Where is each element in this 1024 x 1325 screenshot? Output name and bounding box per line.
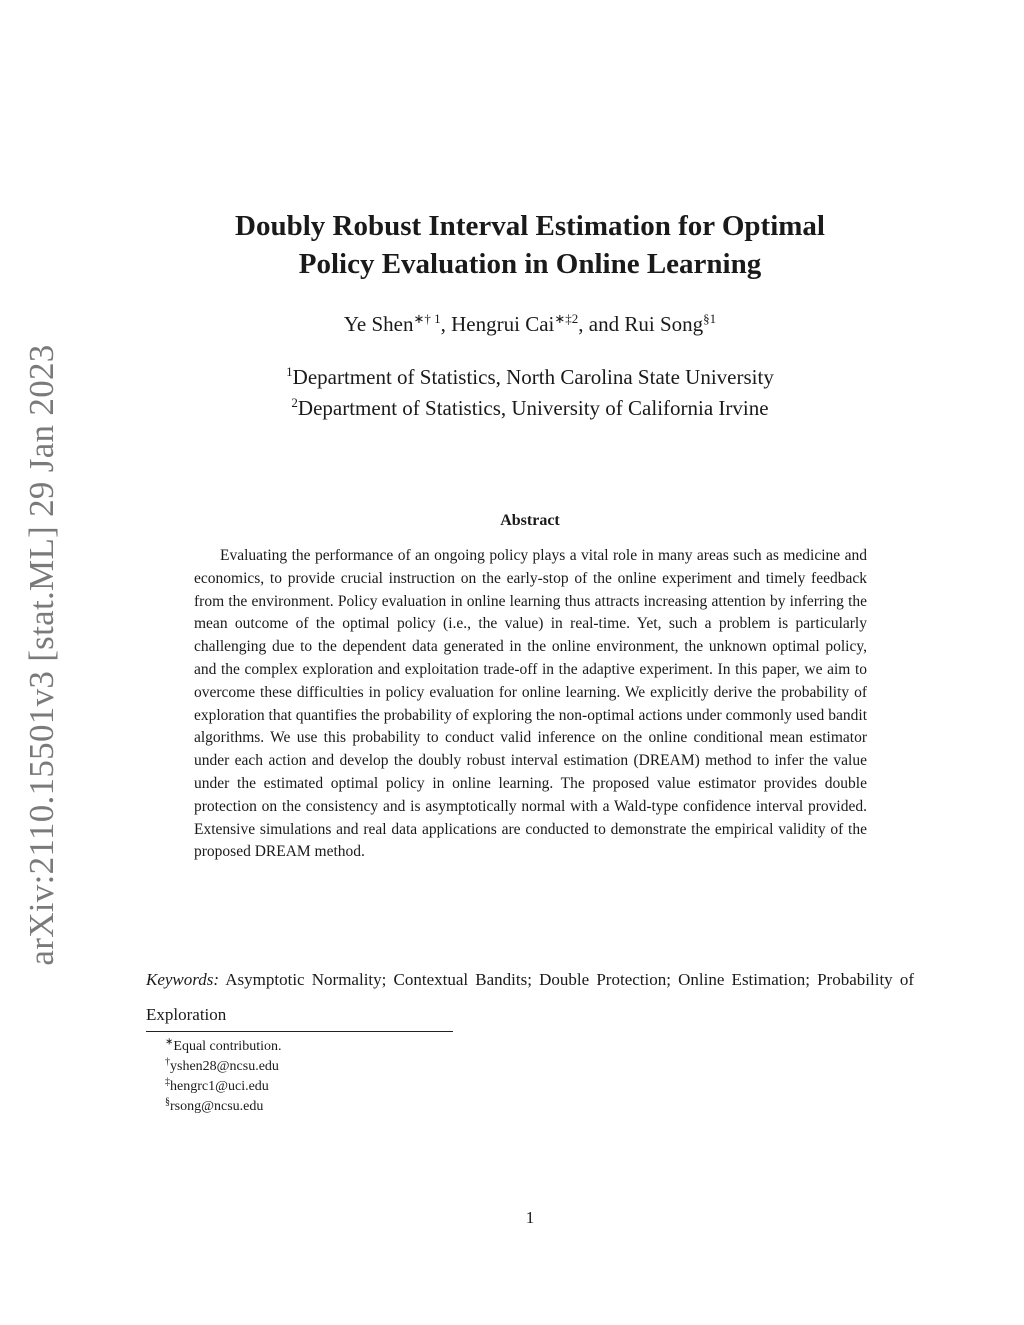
title-line-1: Doubly Robust Interval Estimation for Optimal bbox=[235, 210, 825, 242]
abstract-heading: Abstract bbox=[500, 512, 560, 529]
author-marks: §1 bbox=[703, 311, 717, 326]
affiliation-text: Department of Statistics, University of California Irvine bbox=[297, 396, 769, 420]
footnote-mark: † bbox=[165, 1056, 170, 1068]
title-line-2: Policy Evaluation in Online Learning bbox=[298, 248, 762, 280]
paper-title bbox=[150, 207, 910, 283]
footnote-list bbox=[165, 1037, 281, 1117]
footnote-text: Equal contribution. bbox=[173, 1039, 282, 1054]
footnote-mark: ‡ bbox=[165, 1076, 170, 1088]
author-name: Rui Song bbox=[624, 312, 704, 336]
footnote bbox=[165, 1077, 281, 1097]
affiliation bbox=[150, 393, 910, 424]
affiliation-list bbox=[150, 362, 910, 424]
footnote bbox=[165, 1037, 281, 1057]
author-marks: ∗† 1 bbox=[413, 311, 441, 326]
author-list bbox=[150, 312, 910, 337]
footnote-mark: ∗ bbox=[165, 1036, 174, 1048]
footnote-text: yshen28@ncsu.edu bbox=[170, 1059, 279, 1074]
author-separator: , and bbox=[578, 312, 625, 336]
affiliation bbox=[150, 362, 910, 393]
abstract-body: Evaluating the performance of an ongoing policy plays a vital role in many areas such as medicine and economics, to provide crucial instruction on the early-stop of the online experiment and timely feedback from the environment. Policy evaluation in online learning thus attracts increasing attention by inferring the mean outcome of the optimal policy (i.e., the value) in real-time. Yet, such a problem is particularly challenging due to the dependent data generated in the online environment, the unknown optimal policy, and the complex exploration and exploitation trade-off in the adaptive experiment. In this paper, we aim to overcome these difficulties in policy evaluation for online learning. We explicitly derive the probability of exploration that quantifies the probability of exploring the non-optimal actions under commonly used bandit algorithms. We use this probability to conduct valid inference on the online conditional mean estimator under each action and develop the doubly robust interval estimation (DREAM) method to infer the value under the estimated optimal policy in online learning. The proposed value estimator provides double protection on the consistency and is asymptotically normal with a Wald-type confidence interval provided. Extensive simulations and real data applications are conducted to demonstrate the empirical validity of the proposed DREAM method. bbox=[194, 547, 867, 861]
affiliation-text: Department of Statistics, North Carolina State University bbox=[292, 365, 774, 389]
footnote bbox=[165, 1097, 281, 1117]
footnote-divider bbox=[146, 1031, 453, 1032]
author-name: Hengrui Cai bbox=[451, 312, 555, 336]
keywords-text: Asymptotic Normality; Contextual Bandits; Double Protection; Online Estimation; Probability of Exploration bbox=[146, 970, 914, 1024]
page-number: 1 bbox=[525, 1208, 535, 1227]
author-separator: , bbox=[440, 312, 452, 336]
arxiv-sidebar-stamp: arXiv:2110.15501v3 [stat.ML] 29 Jan 2023 bbox=[22, 344, 61, 966]
footnote-text: hengrc1@uci.edu bbox=[170, 1079, 269, 1094]
affiliation-number: 1 bbox=[286, 364, 293, 379]
author-name: Ye Shen bbox=[343, 312, 414, 336]
keywords bbox=[146, 962, 914, 1032]
affiliation-number: 2 bbox=[291, 395, 298, 410]
author-marks: ∗‡2 bbox=[554, 311, 579, 326]
footnote-mark: § bbox=[165, 1096, 170, 1108]
footnote bbox=[165, 1057, 281, 1077]
keywords-label: Keywords: bbox=[146, 970, 220, 989]
footnote-text: rsong@ncsu.edu bbox=[170, 1099, 264, 1114]
